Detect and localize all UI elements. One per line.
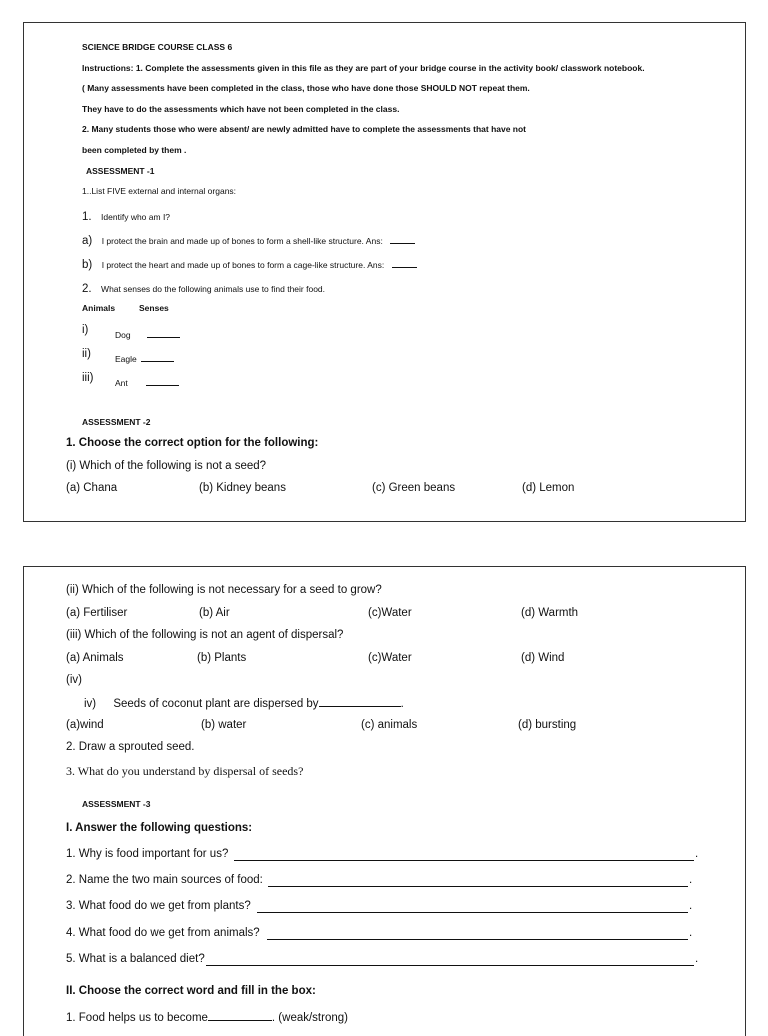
question-list-organs: 1..List FIVE external and internal organs:: [82, 186, 237, 196]
instruction-line-4: 2. Many students those who were absent/ are newly admitted have to complete the assessments that have not: [82, 124, 527, 134]
question-text: I protect the heart and made up of bones to form a cage-like structure. Ans:: [101, 260, 385, 270]
fill-text: 1. Food helps us to become: [66, 1012, 208, 1024]
option-b: (b) Plants: [197, 652, 247, 664]
instruction-line-5: been completed by them .: [82, 145, 187, 155]
question-b-ribcage: [82, 255, 417, 273]
instruction-line-3: They have to do the assessments which have not been completed in the class.: [82, 104, 400, 114]
answer-line[interactable]: [267, 939, 688, 940]
animal-row: [115, 325, 180, 343]
answer-blank[interactable]: [141, 352, 174, 362]
assessment-1-heading: ASSESSMENT -1: [86, 166, 155, 176]
sentence-end: .: [695, 953, 699, 965]
question-food-sources: 2. Name the two main sources of food:: [66, 874, 263, 886]
option-a: (a) Chana: [66, 482, 118, 494]
answer-line[interactable]: [257, 912, 688, 913]
answer-blank[interactable]: [208, 1011, 272, 1021]
option-b: (b) Kidney beans: [199, 482, 286, 494]
option-d: (d) Lemon: [522, 482, 575, 494]
question-a-skull: [82, 231, 415, 249]
animal-name: Eagle: [115, 354, 137, 364]
answer-blank[interactable]: [390, 234, 415, 244]
option-d: (d) Warmth: [521, 607, 579, 619]
question-choose-option: 1. Choose the correct option for the following:: [66, 437, 319, 449]
question-number: iv): [84, 698, 97, 710]
question-number: a): [82, 235, 93, 247]
document-page-1: [23, 22, 746, 522]
sentence-end: .: [689, 874, 693, 886]
question-number: 1.: [82, 211, 92, 223]
animal-row: [115, 349, 174, 367]
question-balanced-diet: 5. What is a balanced diet?: [66, 953, 205, 965]
answer-line[interactable]: [234, 860, 694, 861]
instruction-line-2: ( Many assessments have been completed in the class, those who have done those SHOULD NOT repeat them.: [82, 83, 530, 93]
answer-blank[interactable]: [147, 328, 180, 338]
question-draw-seed: 2. Draw a sprouted seed.: [66, 741, 195, 753]
answer-line[interactable]: [268, 886, 688, 887]
column-header-animals: Animals: [82, 303, 116, 313]
question-food-plants: 3. What food do we get from plants?: [66, 900, 251, 912]
animal-row-num: iii): [82, 372, 94, 384]
question-dispersal-meaning: 3. What do you understand by dispersal of seeds?: [66, 764, 304, 778]
option-c: (c) Green beans: [372, 482, 456, 494]
question-food-animals: 4. What food do we get from animals?: [66, 927, 260, 939]
option-d: (d) Wind: [521, 652, 565, 664]
assessment-2-heading: ASSESSMENT -2: [82, 417, 151, 427]
instruction-line-1: Instructions: 1. Complete the assessments given in this file as they are part of your bridge course in the activity book/ classwork notebook.: [82, 63, 645, 73]
document-title: SCIENCE BRIDGE COURSE CLASS 6: [82, 42, 233, 52]
column-header-senses: Senses: [139, 303, 169, 313]
sentence-end: .: [695, 848, 699, 860]
answer-blank[interactable]: [146, 376, 179, 386]
option-c: (c)Water: [368, 607, 412, 619]
question-iv-label: (iv): [66, 674, 82, 686]
option-c: (c) animals: [361, 719, 418, 731]
option-c: (c)Water: [368, 652, 412, 664]
option-a: (a) Animals: [66, 652, 124, 664]
section-fill-box: II. Choose the correct word and fill in the box:: [66, 985, 316, 997]
option-b: (b) water: [201, 719, 247, 731]
sentence-end: .: [689, 900, 693, 912]
animal-name: Dog: [115, 330, 131, 340]
section-answer-questions: I. Answer the following questions:: [66, 822, 253, 834]
question-food-importance: 1. Why is food important for us?: [66, 848, 229, 860]
animal-row: [115, 373, 179, 391]
question-senses: [82, 279, 325, 297]
sentence-end: .: [400, 698, 404, 710]
question-text: I protect the brain and made up of bones to form a shell-like structure. Ans:: [101, 236, 383, 246]
question-not-seed: (i) Which of the following is not a seed?: [66, 460, 267, 472]
question-coconut: [84, 697, 404, 710]
question-text: Seeds of coconut plant are dispersed by: [113, 698, 319, 710]
assessment-3-heading: ASSESSMENT -3: [82, 799, 151, 809]
option-b: (b) Air: [199, 607, 230, 619]
fill-question-1: [66, 1011, 348, 1024]
fill-options: . (weak/strong): [271, 1012, 348, 1024]
question-seed-growth: (ii) Which of the following is not necessary for a seed to grow?: [66, 584, 382, 596]
option-a: (a) Fertiliser: [66, 607, 128, 619]
question-number: 2.: [82, 283, 92, 295]
answer-line[interactable]: [206, 965, 694, 966]
sentence-end: .: [689, 927, 693, 939]
question-number: b): [82, 259, 93, 271]
animal-name: Ant: [115, 378, 128, 388]
animal-row-num: ii): [82, 348, 91, 360]
answer-blank[interactable]: [392, 258, 417, 268]
question-dispersal-agent: (iii) Which of the following is not an agent of dispersal?: [66, 629, 344, 641]
question-identify: [82, 207, 170, 225]
answer-blank[interactable]: [319, 697, 401, 707]
question-text: What senses do the following animals use to find their food.: [101, 284, 326, 294]
option-d: (d) bursting: [518, 719, 577, 731]
option-a: (a)wind: [66, 719, 104, 731]
question-text: Identify who am I?: [101, 212, 171, 222]
animal-row-num: i): [82, 324, 89, 336]
document-page-2: [23, 566, 746, 1036]
